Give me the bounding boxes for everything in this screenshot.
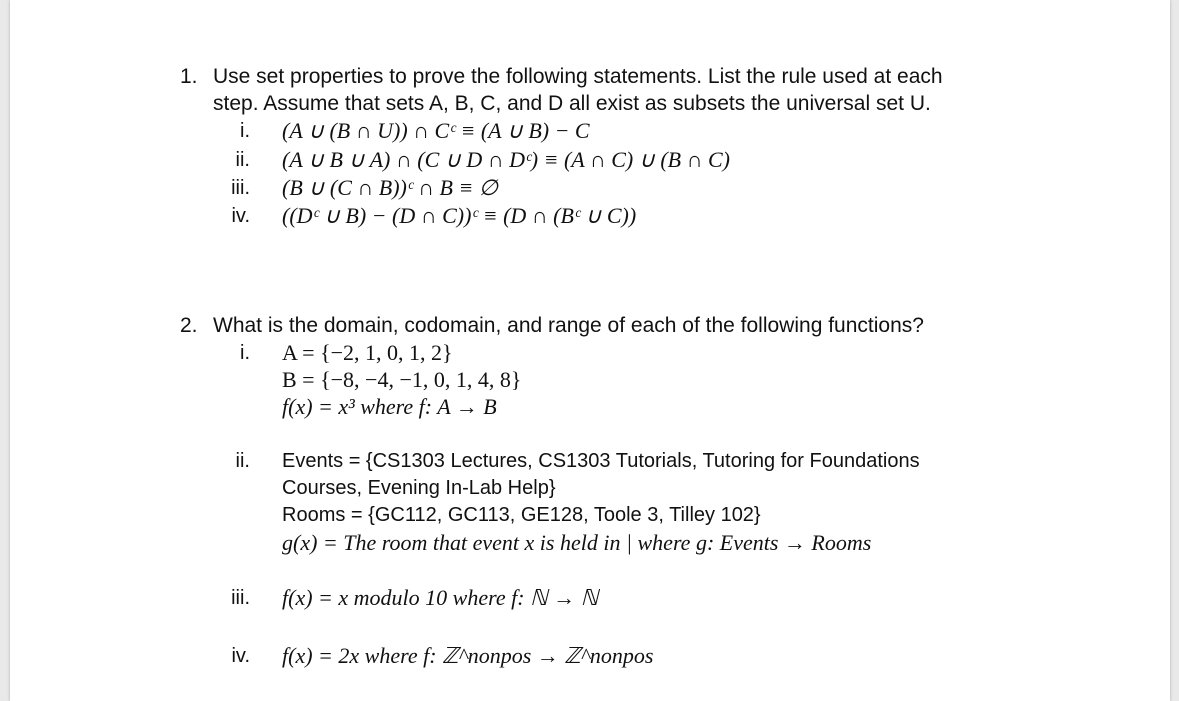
function-definition: f(x) = x modulo 10 where f: ℕ → ℕ (282, 585, 599, 610)
question-text-line: step. Assume that sets A, B, C, and D all exist as subsets the universal set U. (213, 92, 931, 115)
set-expression: ((Dᶜ ∪ B) − (D ∩ C))ᶜ ≡ (D ∩ (Bᶜ ∪ C)) (282, 203, 637, 228)
roman-numeral: iii. (231, 177, 250, 199)
function-definition: f(x) = 2x where f: ℤ^nonpos → ℤ^nonpos (282, 643, 654, 668)
roman-numeral: i. (240, 120, 250, 142)
question-number: 1. (180, 65, 198, 88)
question-number: 2. (180, 314, 198, 337)
set-expression: (B ∪ (C ∩ B))ᶜ ∩ B ≡ ∅ (282, 175, 498, 200)
set-a-definition: A = {−2, 1, 0, 1, 2} (282, 340, 453, 365)
question-text-line: What is the domain, codomain, and range of each of the following functions? (213, 314, 924, 337)
roman-numeral: ii. (235, 450, 250, 472)
set-expression: (A ∪ B ∪ A) ∩ (C ∪ D ∩ Dᶜ) ≡ (A ∩ C) ∪ (B ∩ C) (282, 147, 730, 172)
rooms-set-line: Rooms = {GC112, GC113, GE128, Toole 3, Tilley 102} (282, 504, 761, 526)
function-definition: f(x) = x³ where f: A → B (282, 394, 497, 419)
roman-numeral: iii. (231, 587, 250, 609)
events-set-line: Events = {CS1303 Lectures, CS1303 Tutorials, Tutoring for Foundations (282, 450, 920, 472)
roman-numeral: ii. (235, 149, 250, 171)
function-definition: g(x) = The room that event x is held in | where g: Events → Rooms (282, 530, 872, 555)
roman-numeral: iv. (231, 645, 250, 667)
question-text-line: Use set properties to prove the following statements. List the rule used at each (213, 65, 943, 88)
document-page (10, 0, 1170, 701)
set-expression: (A ∪ (B ∩ U)) ∩ Cᶜ ≡ (A ∪ B) − C (282, 118, 590, 143)
roman-numeral: i. (240, 342, 250, 364)
events-set-line: Courses, Evening In-Lab Help} (282, 477, 556, 499)
set-b-definition: B = {−8, −4, −1, 0, 1, 4, 8} (282, 367, 522, 392)
roman-numeral: iv. (231, 205, 250, 227)
